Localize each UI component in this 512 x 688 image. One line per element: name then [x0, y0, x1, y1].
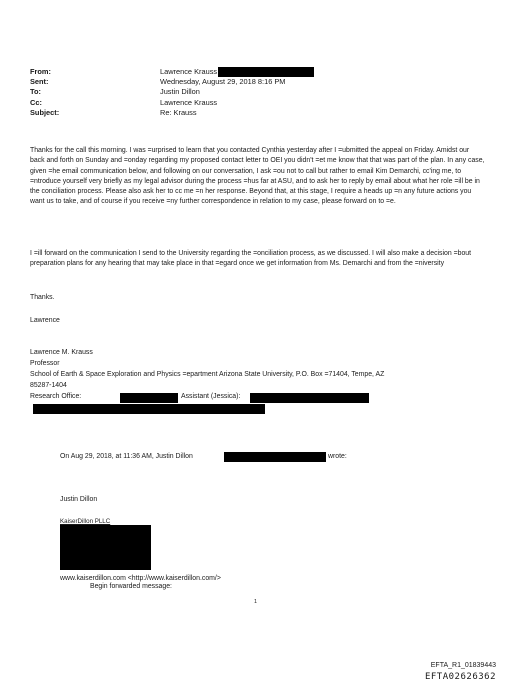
- bates-number-2: EFTA02626362: [424, 672, 496, 682]
- from-value: Lawrence Krauss: [160, 67, 314, 77]
- from-label: From:: [30, 67, 51, 76]
- redaction-box: [33, 404, 265, 414]
- signature-title: Professor: [30, 360, 60, 367]
- cc-row: [30, 98, 314, 108]
- signature-zip: 85287-1404: [30, 382, 67, 389]
- research-office-line: [30, 392, 81, 402]
- assistant-label: Assistant (Jessica):: [181, 393, 241, 400]
- signoff-line: Lawrence: [30, 317, 60, 324]
- redaction-box: [250, 393, 369, 403]
- body-paragraph-1: Thanks for the call this morning. I was =urprised to learn that you contacted Cynthia yesterday after I =ubmitted the appeal on Friday. Amidst our back and forth on Sunday and =onday regarding my proposed contact letter to OEI you didn't =et me know that that was part of the plan. In any case, given =he email communication below, and following on our conversation, I ask =ou not to call but rather to email Kim Demarchi, cc'ing me, to =ntroduce yourself very briefly as my legal advisor during the process =hus far at ASU, and to ask her to reply by email about what her role =ill be in the conciliation process. Please also ask her to cc me =n her response. Beyond that, at this stage, I require a heads up =n any future actions you want us to take, and of course if you receive =ny further correspondence in relation to my case, please forward on to =e.: [30, 147, 485, 206]
- signature-name: Lawrence M. Krauss: [30, 349, 93, 356]
- sent-row: [30, 77, 314, 87]
- quoted-sender-name: Justin Dillon: [60, 496, 98, 503]
- email-header: [30, 67, 314, 118]
- page-number: 1: [254, 599, 258, 605]
- quoted-firm-name: KaiserDillon PLLC: [60, 518, 111, 525]
- subject-value: Re: Krauss: [160, 107, 197, 117]
- website-link[interactable]: www.kaiserdillon.com <http://www.kaiserdillon.com/>: [60, 575, 221, 582]
- redaction-box: [224, 452, 326, 462]
- subject-label: Subject:: [30, 107, 60, 117]
- quoted-intro-end: wrote:: [328, 453, 347, 460]
- redaction-box: [218, 67, 314, 77]
- from-row: [30, 67, 314, 77]
- signature-dept: School of Earth & Space Exploration and Physics =epartment Arizona State University, P.O. Box =71404, Tempe, AZ: [30, 371, 385, 378]
- to-label: To:: [30, 87, 41, 97]
- forwarded-message-line: Begin forwarded message:: [90, 583, 172, 590]
- body-paragraph-2: I =ill forward on the communication I send to the University regarding the =onciliation process, as we discussed. I will also make a decision =bout preparation plans for any hearing that may take place in that =egard once we get information from Ms. Demarchi and from the =niversity: [30, 250, 472, 268]
- sent-value: Wednesday, August 29, 2018 8:16 PM: [160, 77, 286, 87]
- to-row: [30, 87, 314, 97]
- sent-label: Sent:: [30, 77, 49, 87]
- bates-number-1: EFTA_R1_01839443: [430, 662, 496, 669]
- quoted-intro: On Aug 29, 2018, at 11:36 AM, Justin Dillon: [60, 453, 193, 460]
- redaction-box: [120, 393, 178, 403]
- to-value: Justin Dillon: [160, 87, 200, 97]
- thanks-line: Thanks.: [30, 294, 55, 301]
- cc-label: Cc:: [30, 97, 42, 107]
- redaction-box: [60, 525, 151, 570]
- research-office-label: Research Office:: [30, 393, 82, 400]
- subject-row: [30, 108, 314, 118]
- cc-value: Lawrence Krauss: [160, 97, 218, 107]
